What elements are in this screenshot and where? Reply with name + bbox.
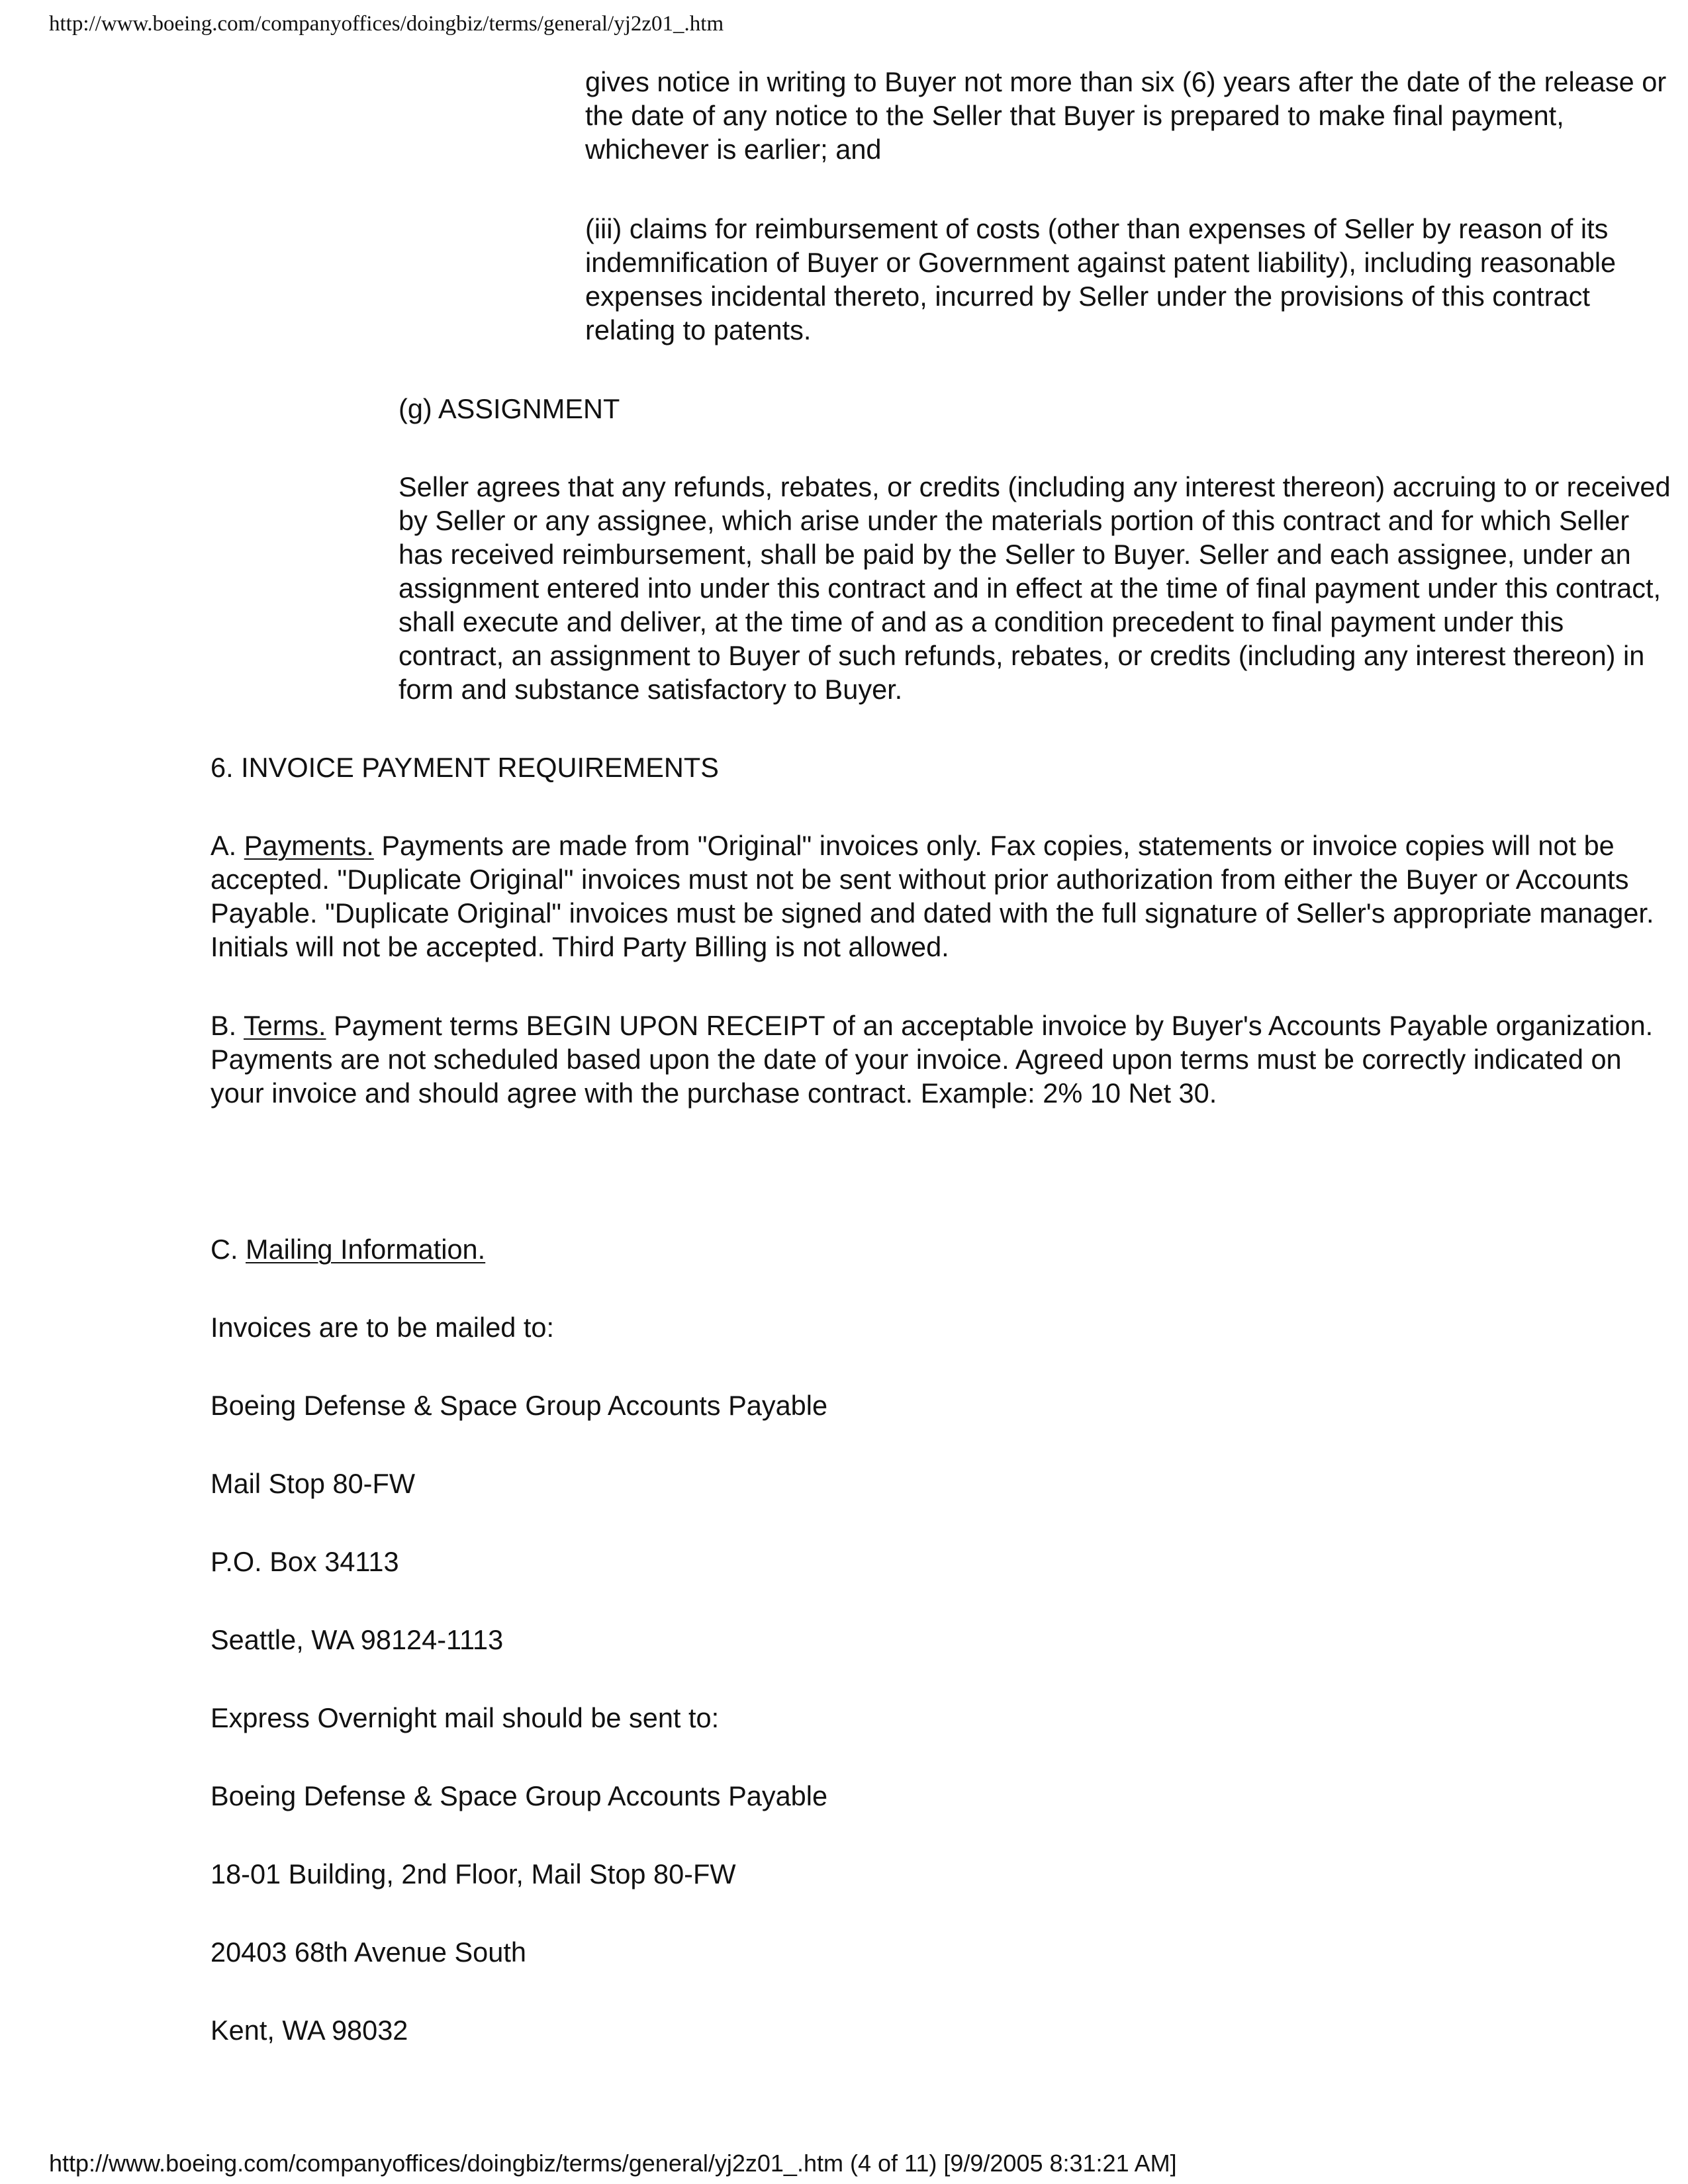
invoice-address-line: Seattle, WA 98124-1113 xyxy=(211,1624,504,1655)
terms-text: Payment terms BEGIN UPON RECEIPT of an acceptable invoice by Buyer's Accounts Payable organization. Payments are not scheduled based upon the date of your invoice. Agreed upon terms must be correctly indicated on your invoice and should agree with the purchase contract. Example: 2% 10 Net 30. xyxy=(211,1010,1654,1109)
section-g-body: Seller agrees that any refunds, rebates, or credits (including any interest thereon) accruing to or received by Seller or any assignee, which arise under the materials portion of this contract and for which Seller has received reimbursement, shall be paid by the Seller to Buyer. Seller and each assignee, under an assignment entered into under this contract and in effect at the time of final payment under this contract, shall execute and deliver, at the time of and as a condition precedent to final payment under this contract, an assignment to Buyer of such refunds, rebates, or credits (including any interest thereon) in form and substance satisfactory to Buyer. xyxy=(399,471,1671,705)
section-g-heading: (g) ASSIGNMENT xyxy=(399,393,620,424)
payments-title: Payments. xyxy=(244,830,374,861)
mailing-title: Mailing Information. xyxy=(246,1234,486,1265)
terms-paragraph xyxy=(211,1009,1671,1110)
express-address-line: Boeing Defense & Space Group Accounts Payable xyxy=(211,1780,828,1811)
invoice-address-line: P.O. Box 34113 xyxy=(211,1546,399,1577)
express-intro: Express Overnight mail should be sent to: xyxy=(211,1702,720,1733)
invoice-address-line: Mail Stop 80-FW xyxy=(211,1468,416,1499)
section-f-item-iii: (iii) claims for reimbursement of costs (other than expenses of Seller by reason of its indemnification of Buyer or Government against patent liability), including reasonable expenses incidental thereto, incurred by Seller under the provisions of this contract relating to patents. xyxy=(585,213,1617,345)
invoice-address-line: Boeing Defense & Space Group Accounts Payable xyxy=(211,1390,828,1421)
payments-prefix: A. xyxy=(211,830,244,861)
mailing-prefix: C. xyxy=(211,1234,246,1265)
payments-paragraph xyxy=(211,829,1671,964)
page-footer: http://www.boeing.com/companyoffices/doingbiz/terms/general/yj2z01_.htm (4 of 11) [9/9/2005 8:31:21 AM] xyxy=(49,2150,1177,2177)
mailing-information-heading xyxy=(211,1232,1671,1266)
invoices-intro: Invoices are to be mailed to: xyxy=(211,1312,555,1343)
express-address-line: 20403 68th Avenue South xyxy=(211,1936,526,1968)
section-6-heading: 6. INVOICE PAYMENT REQUIREMENTS xyxy=(211,752,719,783)
page-header-url: http://www.boeing.com/companyoffices/doingbiz/terms/general/yj2z01_.htm xyxy=(49,12,724,36)
express-address-line: Kent, WA 98032 xyxy=(211,2015,408,2046)
terms-prefix: B. xyxy=(211,1010,244,1041)
terms-title: Terms. xyxy=(244,1010,326,1041)
express-address-line: 18-01 Building, 2nd Floor, Mail Stop 80-FW xyxy=(211,1858,736,1889)
section-f-continuation: gives notice in writing to Buyer not more than six (6) years after the date of the release or the date of any notice to the Seller that Buyer is prepared to make final payment, whichever is earlier; and xyxy=(585,66,1667,165)
payments-text: Payments are made from "Original" invoices only. Fax copies, statements or invoice copies will not be accepted. "Duplicate Original" invoices must not be sent without prior authorization from either the Buyer or Accounts Payable. "Duplicate Original" invoices must be signed and dated with the full signature of Seller's appropriate manager. Initials will not be accepted. Third Party Billing is not allowed. xyxy=(211,830,1654,962)
